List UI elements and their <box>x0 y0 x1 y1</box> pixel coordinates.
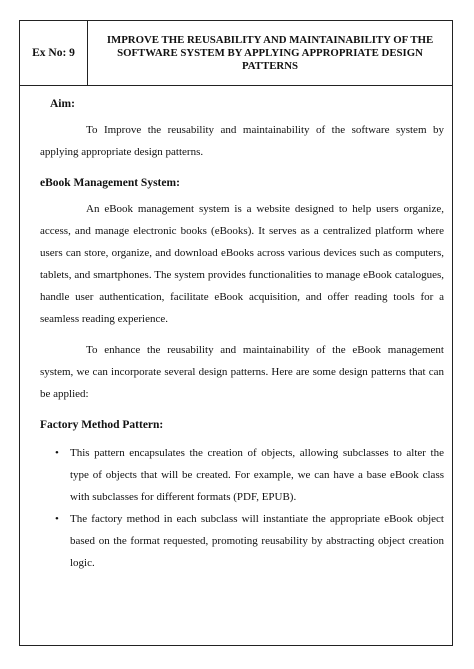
exercise-header <box>20 21 452 86</box>
bullet-icon: • <box>55 513 59 525</box>
ebook-heading: eBook Management System: <box>40 177 180 189</box>
page-border <box>19 20 453 646</box>
aim-heading: Aim: <box>50 98 75 110</box>
document-body <box>40 93 444 574</box>
exercise-title: IMPROVE THE REUSABILITY AND MAINTAINABILITY OF THE SOFTWARE SYSTEM BY APPLYING APPROPRIATE DESIGN PATTERNS <box>106 33 434 72</box>
factory-method-list <box>40 442 444 574</box>
exercise-number: Ex No: 9 <box>20 21 88 85</box>
list-item <box>55 442 444 508</box>
list-item-text: The factory method in each subclass will instantiate the appropriate eBook object based on the format requested, promoting reusability by abstracting object creation logic. <box>70 513 444 569</box>
aim-text: To Improve the reusability and maintainability of the software system by applying appropriate design patterns. <box>40 124 444 158</box>
ebook-description: An eBook management system is a website designed to help users organize, access, and manage electronic books (eBooks). It serves as a centralized platform where users can store, organize, and download eBooks across various devices such as computers, tablets, and smartphones. The system provides functionalities to manage eBook catalogues, handle user authentication, facilitate eBook acquisition, and offer reading tools for a seamless reading experience. <box>40 203 444 325</box>
factory-method-heading: Factory Method Pattern: <box>40 419 164 431</box>
list-item-text: This pattern encapsulates the creation of objects, allowing subclasses to alter the type of objects that will be created. For example, we can have a base eBook class with subclasses for different formats (PDF, EPUB). <box>70 447 444 503</box>
design-patterns-intro: To enhance the reusability and maintainability of the eBook management system, we can incorporate several design patterns. Here are some design patterns that can be applied: <box>40 344 444 400</box>
list-item <box>55 508 444 574</box>
bullet-icon: • <box>55 447 59 459</box>
